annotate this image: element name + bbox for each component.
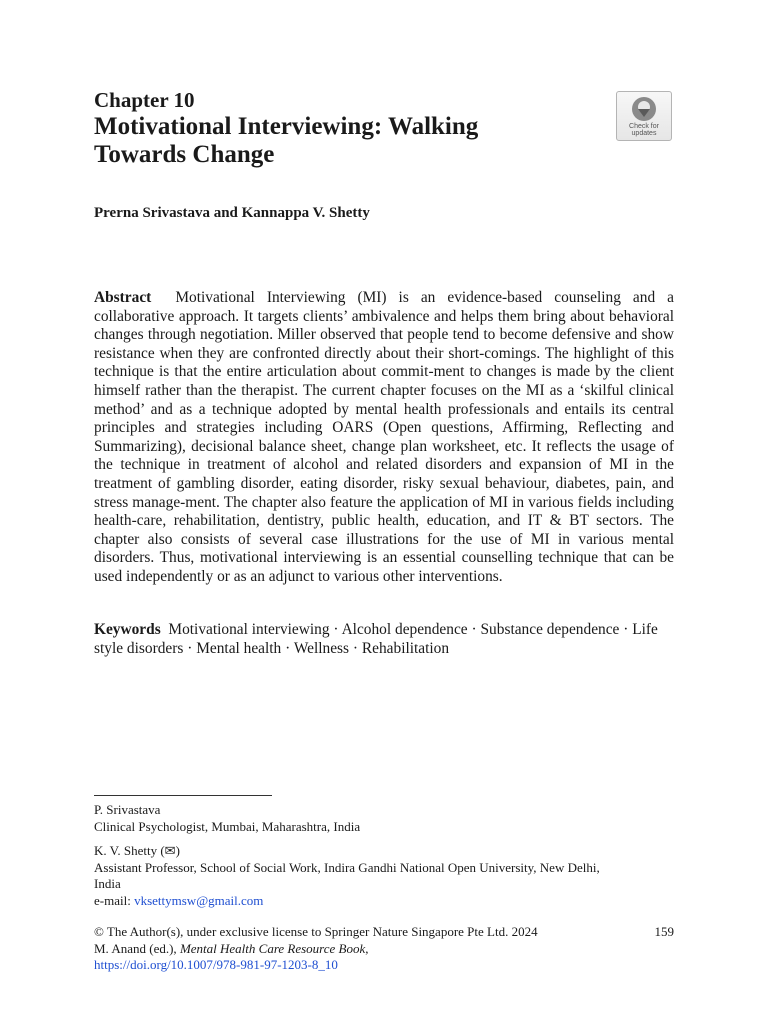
abstract-section xyxy=(94,289,674,587)
chapter-number: Chapter 10 xyxy=(94,88,195,112)
keyword-item: Alcohol dependence xyxy=(341,621,468,638)
author-name: P. Srivastava xyxy=(94,802,161,817)
keyword-item: Rehabilitation xyxy=(361,639,450,657)
keyword-separator: · xyxy=(285,639,291,657)
author-list: Prerna Srivastava and Kannappa V. Shetty xyxy=(94,205,370,221)
email-line xyxy=(94,893,674,910)
keyword-item: Life style disorders xyxy=(94,621,658,657)
keywords-heading: Keywords xyxy=(94,621,161,638)
chapter-title xyxy=(94,113,564,169)
book-citation: M. Anand (ed.), Mental Health Care Resource Book, xyxy=(94,940,369,956)
keyword-separator: · xyxy=(471,621,477,638)
author-name: K. V. Shetty ( xyxy=(94,843,165,858)
keyword-item: Mental health xyxy=(196,639,282,657)
email-label: e-mail: xyxy=(94,892,135,908)
keyword-item: Wellness xyxy=(293,639,350,657)
chapter-title-line1: Motivational Interviewing: Walking xyxy=(94,113,479,140)
keywords-list xyxy=(94,621,658,657)
check-for-updates-button[interactable] xyxy=(616,91,672,141)
keyword-separator: · xyxy=(187,639,193,657)
keywords-section xyxy=(94,621,674,658)
author-role-country: India xyxy=(94,876,121,891)
keyword-separator: · xyxy=(333,621,339,638)
author-name-line: K. V. Shetty (✉) xyxy=(94,843,180,858)
author-role: Clinical Psychologist, Mumbai, Maharashtra, India xyxy=(94,818,361,834)
copyright-notice: © The Author(s), under exclusive license to Springer Nature Singapore Pte Ltd. 2024 xyxy=(94,924,538,939)
doi-link[interactable]: https://doi.org/10.1007/978-981-97-1203-8_10 xyxy=(94,957,338,972)
affiliation-shetty xyxy=(94,843,674,909)
keyword-separator: · xyxy=(352,639,359,657)
chapter-title-line2: Towards Change xyxy=(94,141,275,168)
keyword-separator: · xyxy=(623,621,629,638)
book-title: Mental Health Care Resource Book xyxy=(179,940,366,956)
author-role: Assistant Professor, School of Social Work, Indira Gandhi National Open University, New Delhi, xyxy=(94,859,600,875)
keyword-item: Substance dependence xyxy=(480,621,620,638)
footnote-divider xyxy=(94,795,272,796)
check-for-updates-icon xyxy=(631,96,657,122)
mail-icon: ✉ xyxy=(164,843,176,858)
page-number: 159 xyxy=(654,924,674,939)
abstract-heading: Abstract xyxy=(94,289,152,306)
abstract-text: Motivational Interviewing (MI) is an evidence-based counseling and a collaborative approach. It targets clients’ ambivalence and helps them bring about behavioral changes through negotiation. Miller observed that people tend to become defensive and show resistance when they are confronted directly about their short-comings. The highlight of this technique is that the entire articulation about commit-ment to changes is made by the client himself rather than the therapist. The current chapter focuses on the MI as a ‘skilful clinical method’ and as a technique adopted by mental health professionals and entails its central principles and strategies including OARS (Open questions, Affirming, Reflecting and Summarizing), decisional balance sheet, change plan worksheet, etc. It reflects the usage of the technique in treatment of alcohol and related disorders and expansion of MI in the treatment of gambling disorder, eating disorder, risky sexual behaviour, diabetes, pain, and stress manage-ment. The chapter also feature the application of MI in various fields including health-care, rehabilitation, dentistry, public health, education, and IT & BT sectors. The chapter also consists of several case illustrations for the use of MI in various mental disorders. Thus, motivational interviewing is an essential counselling technique that can be used independently or as an adjunct to various other interventions. xyxy=(94,289,674,585)
affiliation-srivastava xyxy=(94,802,674,835)
check-for-updates-label: Check for updates xyxy=(629,123,659,137)
keyword-item: Motivational interviewing xyxy=(168,621,330,638)
email-link[interactable]: vksettymsw@gmail.com xyxy=(134,892,264,908)
page-footer xyxy=(94,924,674,974)
